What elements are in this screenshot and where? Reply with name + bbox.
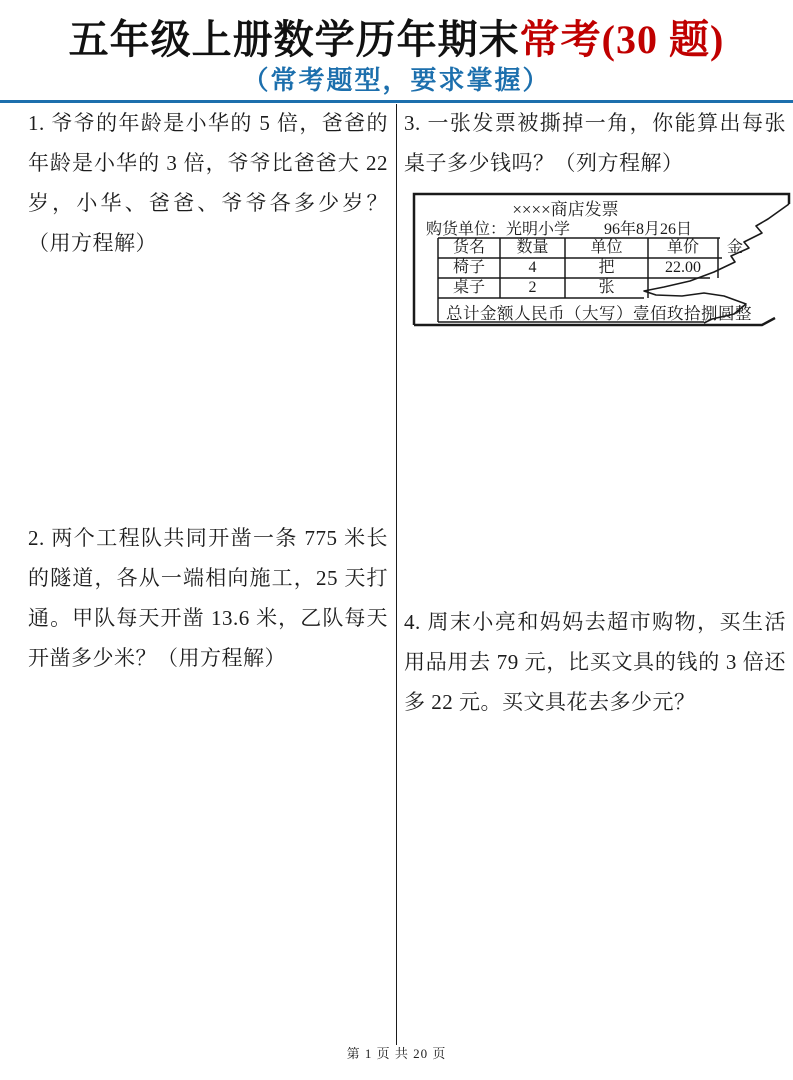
invoice-header-qty: 数量 [516, 239, 549, 256]
invoice-row1-price: 22.00 [665, 259, 701, 276]
problem-1-text: 1. 爷爷的年龄是小华的 5 倍，爸爸的年龄是小华的 3 倍，爷爷比爸爸大 22 岁，小华、爸爸、爷爷各多少岁？（用方程解） [28, 111, 388, 255]
invoice-date: 96年8月26日 [604, 221, 693, 238]
invoice-row2-name: 桌子 [452, 279, 485, 296]
invoice-header-amount: 金 [726, 239, 743, 256]
column-divider [396, 104, 397, 1045]
page-subtitle: （常考题型，要求掌握） [242, 66, 551, 95]
page-title [0, 8, 793, 65]
page-footer: 第 1 页 共 20 页 [346, 1046, 447, 1061]
invoice-row1-name: 椅子 [452, 259, 485, 276]
problem-4-text: 4. 周末小亮和妈妈去超市购物，买生活用品用去 79 元，比买文具的钱的 3 倍还多 22 元。买文具花去多少元？ [404, 610, 786, 714]
invoice-row2-qty: 2 [528, 279, 537, 296]
problem-3-text: 3. 一张发票被撕掉一角，你能算出每张桌子多少钱吗？（列方程解） [404, 111, 786, 175]
invoice-title: ××××商店发票 [512, 200, 619, 219]
problem-2-text: 2. 两个工程队共同开凿一条 775 米长的隧道，各从一端相向施工，25 天打通。甲队每天开凿 13.6 米，乙队每天开凿多少米？（用方程解） [28, 526, 388, 670]
invoice-row1-unit: 把 [598, 259, 615, 276]
invoice-header-unit: 单位 [590, 239, 623, 256]
invoice-row2-unit: 张 [598, 279, 615, 296]
invoice-total-line: 总计金额人民币（大写）壹佰玫拾捌圆整 [446, 304, 752, 323]
invoice-header-price: 单价 [666, 239, 699, 256]
invoice-figure [412, 192, 791, 331]
invoice-header-name: 货名 [452, 239, 485, 256]
invoice-row1-qty: 4 [528, 259, 537, 276]
invoice-row2-price [648, 278, 718, 298]
title-black-part: 五年级上册数学历年期末 [68, 17, 520, 62]
title-red-part: 常考(30 题) [519, 17, 725, 62]
invoice-buyer: 购货单位：光明小学 [426, 221, 571, 238]
